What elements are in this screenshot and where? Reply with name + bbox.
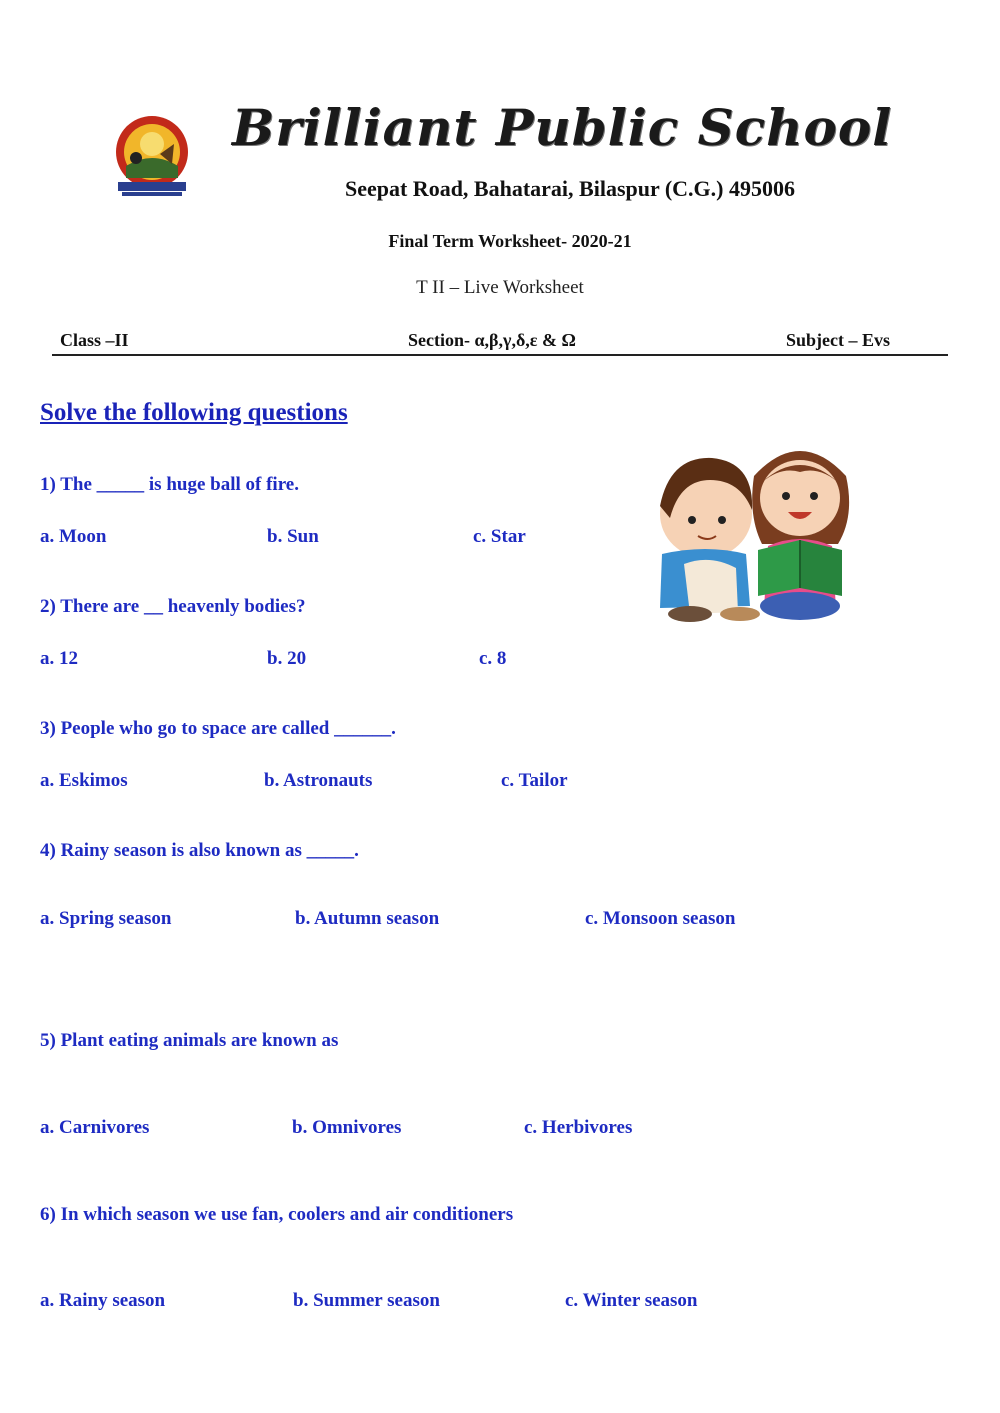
class-info-row xyxy=(52,328,948,356)
q2-option-b[interactable]: b. 20 xyxy=(267,648,307,669)
q3-option-a[interactable]: a. Eskimos xyxy=(40,770,128,791)
question-2: 2) There are __ heavenly bodies? xyxy=(40,596,306,617)
question-3: 3) People who go to space are called ______. xyxy=(40,718,396,739)
q4-option-a[interactable]: a. Spring season xyxy=(40,908,172,929)
question-5: 5) Plant eating animals are known as xyxy=(40,1030,339,1051)
school-logo-icon xyxy=(112,114,192,198)
q4-option-b[interactable]: b. Autumn season xyxy=(295,908,440,929)
q1-option-c[interactable]: c. Star xyxy=(473,526,526,547)
q2-option-a[interactable]: a. 12 xyxy=(40,648,78,669)
q6-option-a[interactable]: a. Rainy season xyxy=(40,1290,166,1311)
question-6: 6) In which season we use fan, coolers and air conditioners xyxy=(40,1204,514,1225)
class-label: Class –II xyxy=(60,330,129,350)
question-4: 4) Rainy season is also known as _____. xyxy=(40,840,359,861)
school-address: Seepat Road, Bahatarai, Bilaspur (C.G.) 495006 xyxy=(344,176,795,201)
q3-option-c[interactable]: c. Tailor xyxy=(501,770,568,791)
q1-option-a[interactable]: a. Moon xyxy=(40,526,107,547)
question-1: 1) The _____ is huge ball of fire. xyxy=(40,474,299,495)
worksheet-title: Final Term Worksheet- 2020-21 xyxy=(388,231,632,251)
q5-option-c[interactable]: c. Herbivores xyxy=(524,1117,633,1138)
subject-label: Subject – Evs xyxy=(786,330,891,350)
q6-option-b[interactable]: b. Summer season xyxy=(293,1290,440,1311)
q6-option-c[interactable]: c. Winter season xyxy=(565,1290,698,1311)
kids-reading-illustration xyxy=(650,436,860,626)
section-label: Section- α,β,γ,δ,ε & Ω xyxy=(408,330,576,350)
q3-option-b[interactable]: b. Astronauts xyxy=(264,770,373,791)
q4-option-c[interactable]: c. Monsoon season xyxy=(585,908,736,929)
q5-option-a[interactable]: a. Carnivores xyxy=(40,1117,150,1138)
worksheet-subtitle: T II – Live Worksheet xyxy=(416,277,584,298)
school-name: Brilliant Public School xyxy=(232,98,893,157)
instruction-heading: Solve the following questions xyxy=(40,399,348,426)
q5-option-b[interactable]: b. Omnivores xyxy=(292,1117,402,1138)
q2-option-c[interactable]: c. 8 xyxy=(479,648,507,669)
q1-option-b[interactable]: b. Sun xyxy=(267,526,319,547)
